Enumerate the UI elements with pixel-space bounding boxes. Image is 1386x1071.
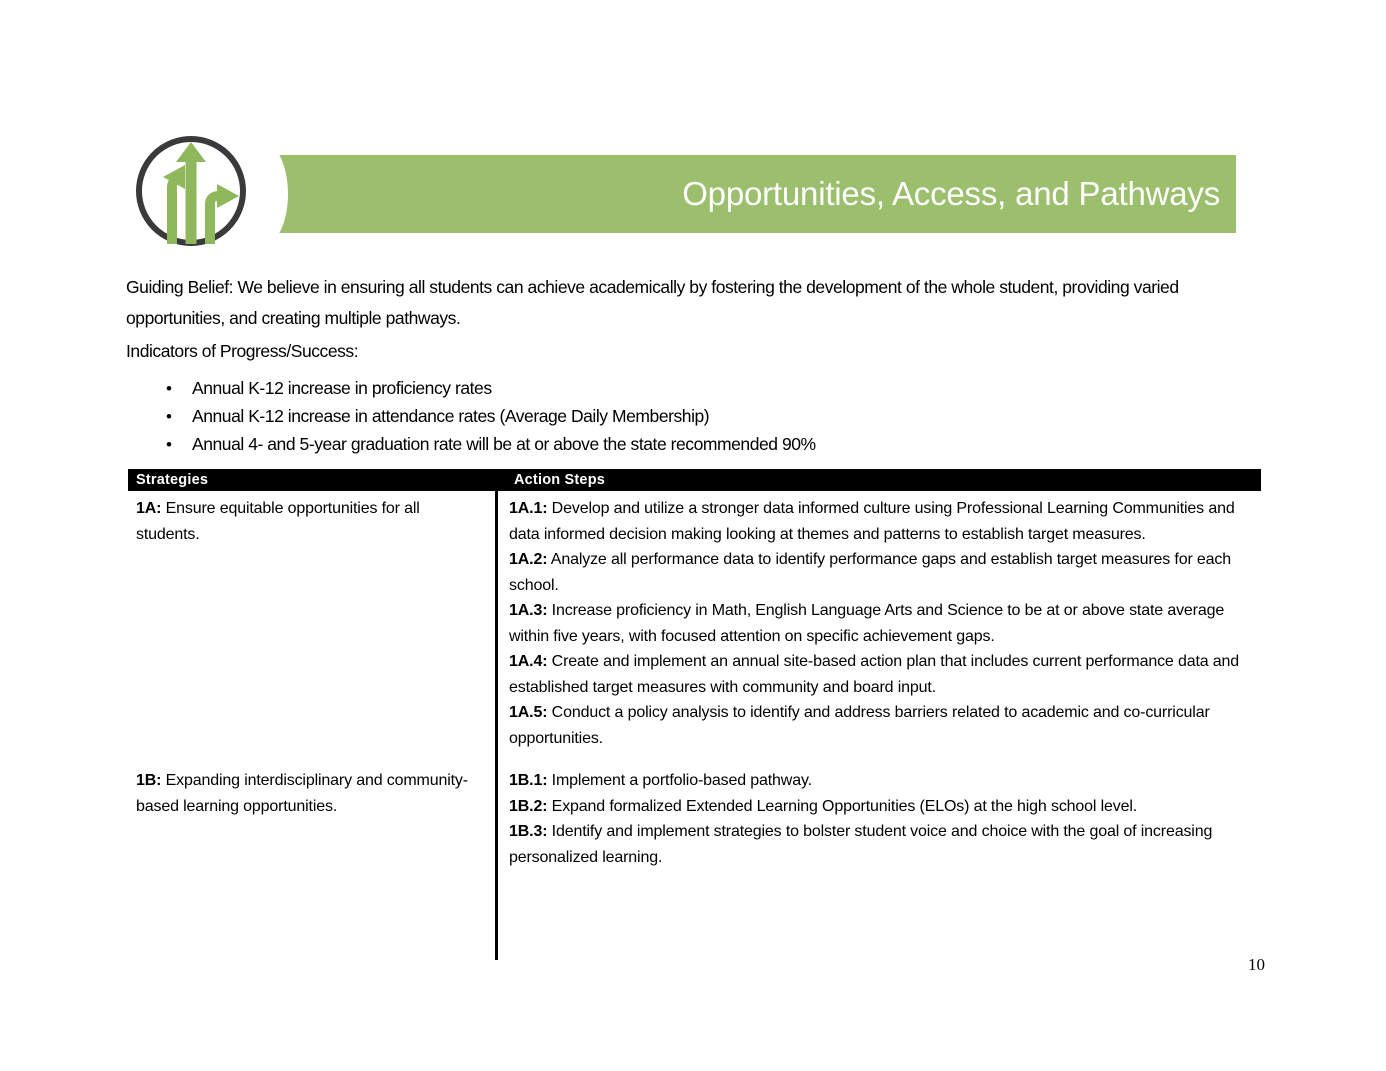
action-step bbox=[509, 649, 1261, 700]
list-item-label: Annual K-12 increase in proficiency rates bbox=[192, 378, 492, 398]
action-step bbox=[509, 598, 1261, 649]
strategy-description: Ensure equitable opportunities for all students. bbox=[136, 500, 420, 543]
page-title: Opportunities, Access, and Pathways bbox=[682, 175, 1220, 212]
action-step-text: Develop and utilize a stronger data informed culture using Professional Learning Communities and data informed decision making looking at themes and patterns to establish target measures. bbox=[509, 500, 1235, 543]
table-row bbox=[128, 491, 1261, 751]
strategies-action-steps-table bbox=[128, 469, 1261, 960]
list-item bbox=[166, 375, 1192, 402]
action-step-label: 1A.1: bbox=[509, 500, 548, 517]
strategy-label: 1B: bbox=[136, 772, 162, 789]
indicators-label: Indicators of Progress/Success: bbox=[126, 341, 359, 361]
action-step-label: 1A.3: bbox=[509, 602, 548, 619]
action-step-text: Identify and implement strategies to bolster student voice and choice with the goal of increasing personalized learning. bbox=[509, 823, 1213, 866]
action-step bbox=[509, 768, 1261, 794]
action-step-text: Create and implement an annual site-based action plan that includes current performance data and established target measures with community and board input. bbox=[509, 653, 1240, 696]
column-divider bbox=[495, 491, 498, 960]
bullet-icon: • bbox=[166, 379, 172, 398]
indicators-list bbox=[150, 375, 1192, 459]
action-step-text: Analyze all performance data to identify performance gaps and establish target measures for each school. bbox=[509, 551, 1232, 594]
page-number: 10 bbox=[1248, 955, 1265, 974]
action-step-label: 1B.1: bbox=[509, 772, 548, 789]
bullet-icon: • bbox=[166, 435, 172, 454]
action-step-label: 1A.4: bbox=[509, 653, 548, 670]
column-header-action-steps: Action Steps bbox=[514, 472, 606, 488]
action-step bbox=[509, 700, 1261, 751]
action-step bbox=[509, 547, 1261, 598]
action-step-text: Increase proficiency in Math, English Language Arts and Science to be at or above state average within five years, with focused attention on specific achievement gaps. bbox=[509, 602, 1225, 645]
strategy-description: Expanding interdisciplinary and community-based learning opportunities. bbox=[136, 772, 468, 815]
bullet-icon: • bbox=[166, 407, 172, 426]
action-step bbox=[509, 819, 1261, 870]
column-header-strategies: Strategies bbox=[136, 472, 209, 488]
three-arrows-circle-icon bbox=[131, 132, 251, 250]
action-step-text: Expand formalized Extended Learning Opportunities (ELOs) at the high school level. bbox=[547, 797, 1138, 815]
table-body bbox=[128, 491, 1261, 960]
strategy-cell bbox=[128, 491, 495, 547]
action-step-text: Implement a portfolio-based pathway. bbox=[547, 772, 812, 789]
action-step-label: 1A.2: bbox=[509, 551, 548, 568]
action-step-label: 1B.2: bbox=[509, 797, 548, 815]
action-steps-cell bbox=[495, 763, 1261, 870]
guiding-belief-paragraph: Guiding Belief: We believe in ensuring all students can achieve academically by fostering the development of the whole student, providing varied opportunities, and creating multiple pathways. bbox=[126, 277, 1179, 328]
list-item-label: Annual 4- and 5-year graduation rate will be at or above the state recommended 90% bbox=[192, 434, 816, 454]
strategy-label: 1A: bbox=[136, 500, 162, 517]
table-header-row bbox=[128, 469, 1261, 491]
strategy-cell bbox=[128, 763, 495, 819]
list-item-label: Annual K-12 increase in attendance rates (Average Daily Membership) bbox=[192, 406, 710, 426]
list-item bbox=[166, 403, 1192, 430]
action-step-label: 1A.5: bbox=[509, 704, 548, 721]
list-item bbox=[166, 431, 1192, 458]
strategy-text bbox=[136, 496, 475, 547]
page-header-band bbox=[250, 155, 1236, 233]
action-step-label: 1B.3: bbox=[509, 823, 548, 840]
action-steps-cell bbox=[495, 491, 1261, 751]
action-step bbox=[509, 794, 1261, 820]
action-step-text: Conduct a policy analysis to identify and address barriers related to academic and co-curricular opportunities. bbox=[509, 704, 1210, 747]
strategy-text bbox=[136, 768, 475, 819]
table-row bbox=[128, 763, 1261, 870]
action-step bbox=[509, 496, 1261, 547]
